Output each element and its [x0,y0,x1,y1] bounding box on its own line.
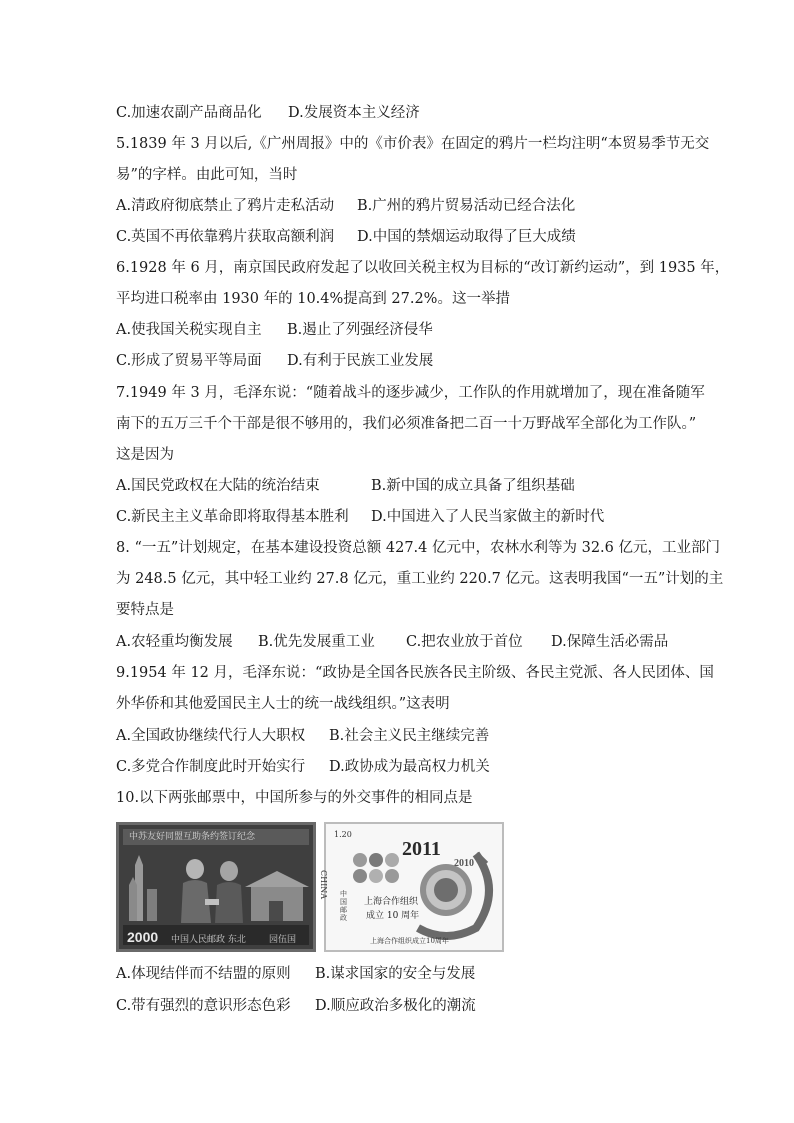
q7-stem-line3: 这是因为 [116,447,174,463]
stamp2-caption2: 成立 10 周年 [366,911,420,921]
q10-option-b: B.谋求国家的安全与发展 [315,966,476,982]
stamp2-bottom-caption: 上海合作组织成立10周年 [370,937,449,945]
q7-option-d: D.中国进入了人民当家做主的新时代 [371,509,605,525]
q5-option-c: C.英国不再依靠鸦片获取高额利润 [116,229,335,245]
q5-option-d: D.中国的禁烟运动取得了巨大成绩 [357,229,576,245]
q8-option-c: C.把农业放于首位 [406,634,523,650]
q7-option-b: B.新中国的成立具备了组织基础 [371,478,575,494]
q7-option-a: A.国民党政权在大陆的统治结束 [116,478,320,494]
q10-option-a: A.体现结伴而不结盟的原则 [116,966,291,982]
stamp1-footer: 中国人民邮政 东北 [171,935,246,945]
q4-option-d: D.发展资本主义经济 [288,105,420,121]
stamp-sco-anniversary [319,822,504,952]
stamp1-extra: 园伍国 [269,935,297,945]
q6-option-d: D.有利于民族工业发展 [287,353,434,369]
q8-stem-line2: 为 248.5 亿元，其中轻工业约 27.8 亿元，重工业约 220.7 亿元。这表明我国“一五”计划的主 [116,571,724,587]
q9-option-b: B.社会主义民主继续完善 [329,728,490,744]
q5-option-b: B.广州的鸦片贸易活动已经合法化 [357,198,576,214]
q5-option-a: A.清政府彻底禁止了鸦片走私活动 [116,198,335,214]
q4-option-c: C.加速农副产品商品化 [116,105,262,121]
stamp2-year2: 2010 [454,858,474,869]
stamp-sino-soviet-treaty [116,822,316,952]
q5-stem-line1: 5.1839 年 3 月以后,《广州周报》中的《市价表》在固定的鸦片一栏均注明“本贸易季节无交 [116,136,710,152]
q6-option-b: B.遏止了列强经济侵华 [287,322,433,338]
q6-option-c: C.形成了贸易平等局面 [116,353,262,369]
q8-stem-line1: 8. “一五”计划规定，在基本建设投资总额 427.4 亿元中，农林水利等为 32.6 亿元，工业部门 [116,540,720,556]
q5-stem-line2: 易”的字样。由此可知，当时 [116,167,298,183]
q7-stem-line2: 南下的五万三千个干部是很不够用的，我们必须准备把二百一十万野战军全部化为工作队。” [116,416,697,432]
q9-option-c: C.多党合作制度此时开始实行 [116,759,306,775]
q9-stem-line2: 外华侨和其他爱国民主人士的统一战线组织。”这表明 [116,696,450,712]
q8-stem-line3: 要特点是 [116,602,174,618]
q8-option-b: B.优先发展重工业 [258,634,375,650]
stamp2-year: 2011 [402,838,441,860]
q6-stem-line1: 6.1928 年 6 月，南京国民政府发起了以收回关税主权为目标的“改订新约运动”，到 1935 年， [116,260,730,276]
q9-option-d: D.政协成为最高权力机关 [329,759,490,775]
stamp2-caption1: 上海合作组织 [364,897,419,907]
q8-option-a: A.农轻重均衡发展 [116,634,233,650]
stamp2-post: 中国邮政 [340,890,347,922]
stamp1-value: 2000 [127,929,159,945]
q10-stem-line1: 10.以下两张邮票中，中国所参与的外交事件的相同点是 [116,790,473,806]
q10-option-d: D.顺应政治多极化的潮流 [315,998,476,1014]
q7-option-c: C.新民主主义革命即将取得基本胜利 [116,509,349,525]
stamp1-header: 中苏友好同盟互助条约签订纪念 [129,832,256,842]
q7-stem-line1: 7.1949 年 3 月，毛泽东说：“随着战斗的逐步减少，工作队的作用就增加了，现在准备随军 [116,385,705,401]
q6-option-a: A.使我国关税实现自主 [116,322,262,338]
q9-option-a: A.全国政协继续代行人大职权 [116,728,306,744]
q6-stem-line2: 平均进口税率由 1930 年的 10.4%提高到 27.2%。这一举措 [116,291,510,307]
q8-option-d: D.保障生活必需品 [551,634,669,650]
q9-stem-line1: 9.1954 年 12 月，毛泽东说：“政协是全国各民族各民主阶级、各民主党派、各人民团体、国 [116,665,714,681]
q10-option-c: C.带有强烈的意识形态色彩 [116,998,291,1014]
stamp2-country: CHINA [319,870,328,900]
stamp2-denomination: 1.20 [334,830,352,839]
